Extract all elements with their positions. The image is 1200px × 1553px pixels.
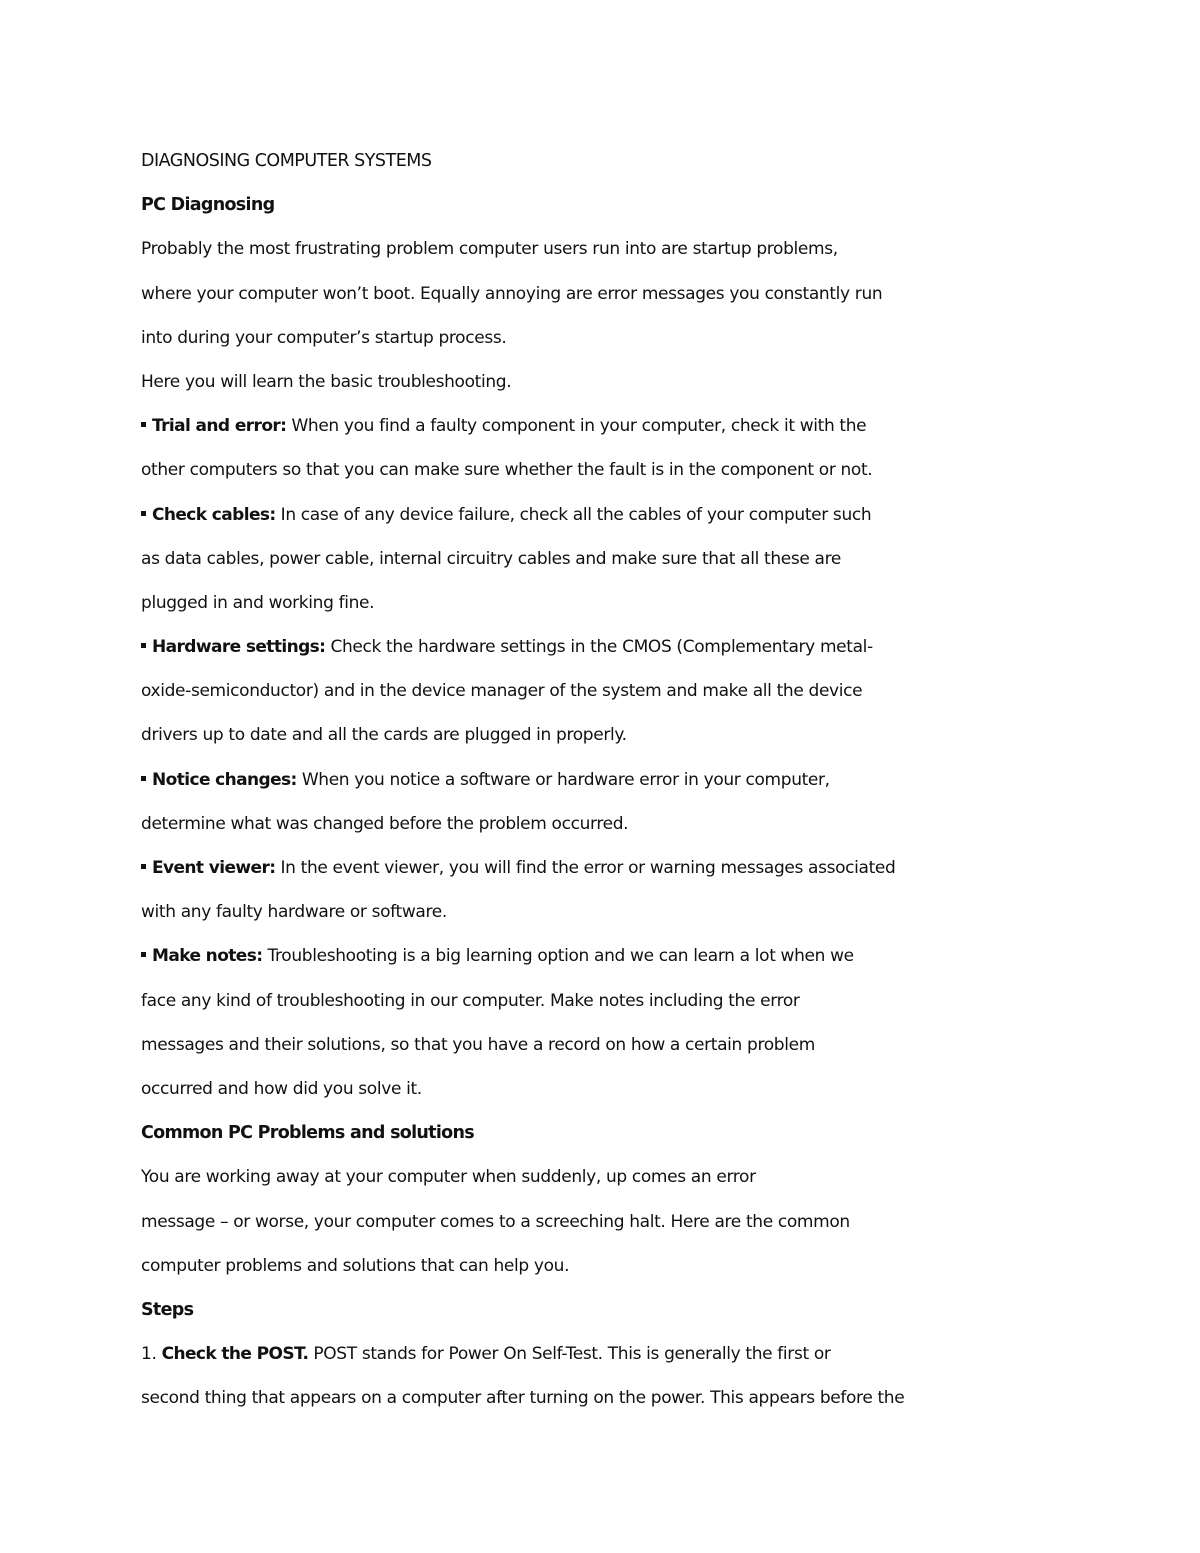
step-number: 1.: [141, 1344, 157, 1365]
bullet-item-make-notes: [141, 934, 971, 978]
bullet-continuation: oxide-semiconductor) and in the device manager of the system and make all the device: [141, 681, 863, 702]
section-heading-common-problems: Common PC Problems and solutions: [141, 1123, 474, 1144]
bullet-item-hardware-settings: [141, 625, 971, 669]
bullet-continuation: other computers so that you can make sure whether the fault is in the component or not.: [141, 460, 873, 481]
step-term: Check the POST.: [161, 1344, 309, 1365]
bullet-continuation: as data cables, power cable, internal circuitry cables and make sure that all these are: [141, 548, 841, 569]
step-text: POST stands for Power On Self-Test. This is generally the first or: [308, 1344, 831, 1365]
bullet-text: In case of any device failure, check all the cables of your computer such: [275, 504, 872, 525]
bullet-item-trial-and-error: [141, 404, 971, 448]
section-heading-pc-diagnosing: PC Diagnosing: [141, 195, 275, 216]
lead-line: Here you will learn the basic troubleshooting.: [141, 371, 512, 392]
bullet-icon: [141, 643, 146, 648]
paragraph-line: message – or worse, your computer comes to a screeching halt. Here are the common: [141, 1211, 850, 1232]
intro-line: into during your computer’s startup process.: [141, 327, 507, 348]
bullet-icon: [141, 511, 146, 516]
intro-line: Probably the most frustrating problem computer users run into are startup problems,: [141, 239, 838, 260]
bullet-text: Check the hardware settings in the CMOS (Complementary metal-: [325, 637, 873, 658]
bullet-text: In the event viewer, you will find the error or warning messages associated: [275, 858, 896, 878]
step-continuation: second thing that appears on a computer after turning on the power. This appears before the: [141, 1388, 905, 1409]
bullet-item-event-viewer: [141, 846, 971, 890]
bullet-text: Troubleshooting is a big learning option and we can learn a lot when we: [262, 946, 854, 967]
bullet-item-check-cables: [141, 493, 971, 537]
paragraph-line: computer problems and solutions that can help you.: [141, 1255, 570, 1276]
bullet-item-notice-changes: [141, 758, 971, 802]
bullet-term: Make notes:: [152, 946, 263, 967]
bullet-icon: [141, 422, 146, 427]
bullet-icon: [141, 864, 146, 869]
bullet-text: When you notice a software or hardware error in your computer,: [296, 769, 830, 790]
document-body: [141, 139, 971, 1420]
bullet-continuation: face any kind of troubleshooting in our computer. Make notes including the error: [141, 990, 800, 1011]
bullet-continuation: with any faulty hardware or software.: [141, 902, 447, 923]
bullet-continuation: drivers up to date and all the cards are plugged in properly.: [141, 725, 627, 746]
intro-line: where your computer won’t boot. Equally annoying are error messages you constantly run: [141, 283, 883, 304]
bullet-term: Notice changes:: [152, 769, 297, 790]
bullet-continuation: determine what was changed before the problem occurred.: [141, 813, 629, 834]
step-item-check-post: [141, 1332, 971, 1376]
bullet-term: Event viewer:: [152, 858, 276, 878]
bullet-term: Trial and error:: [152, 416, 287, 437]
document-title: DIAGNOSING COMPUTER SYSTEMS: [141, 151, 432, 171]
bullet-icon: [141, 952, 146, 957]
bullet-continuation: plugged in and working fine.: [141, 592, 375, 613]
bullet-continuation: occurred and how did you solve it.: [141, 1078, 422, 1099]
bullet-term: Check cables:: [152, 504, 276, 525]
bullet-term: Hardware settings:: [152, 637, 326, 658]
bullet-continuation: messages and their solutions, so that you have a record on how a certain problem: [141, 1034, 815, 1055]
paragraph-line: You are working away at your computer when suddenly, up comes an error: [141, 1167, 756, 1188]
bullet-text: When you find a faulty component in your computer, check it with the: [286, 416, 867, 437]
bullet-icon: [141, 776, 146, 781]
section-heading-steps: Steps: [141, 1299, 194, 1320]
